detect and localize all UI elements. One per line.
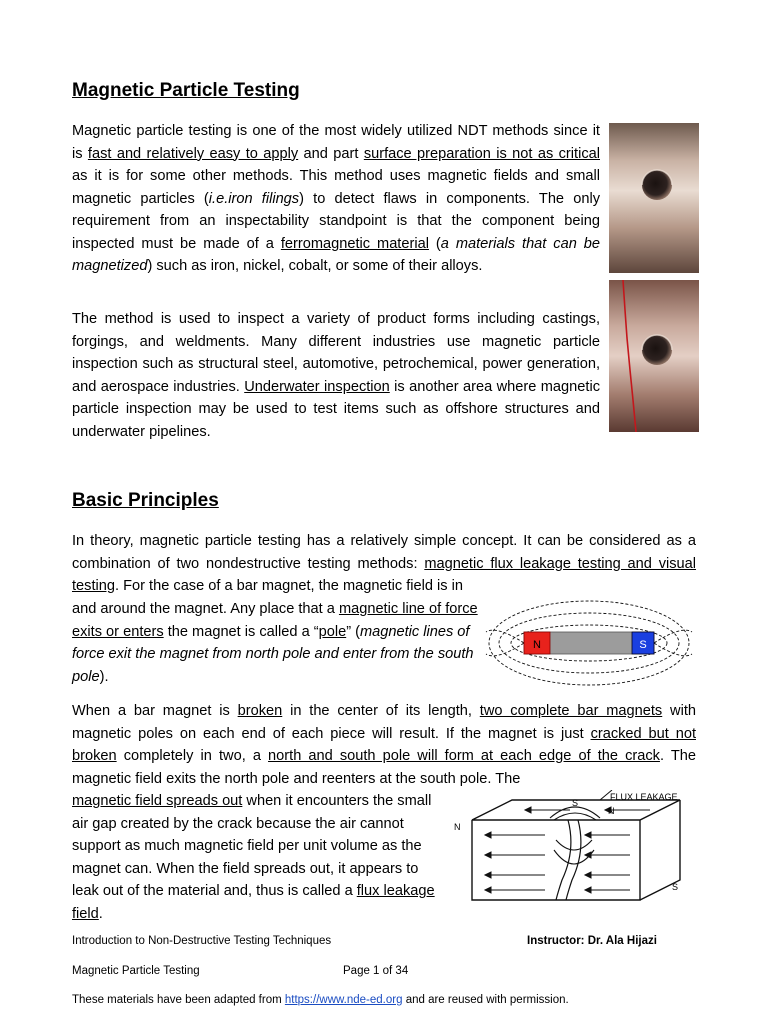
basic-paragraph-1: In theory, magnetic particle testing has a relatively simple concept. It can be considered as a combination of two nondestructive testing methods: magnetic flux leakage testing and visual testing. For the case of a bar magnet, the magnetic field is in	[72, 533, 697, 594]
flux-n-top-label: N	[608, 806, 615, 816]
underwater-inspection-link: Underwater inspection	[244, 378, 390, 395]
north-pole-label: N	[533, 639, 541, 651]
footer-instructor: Instructor: Dr. Ala Hijazi	[527, 935, 657, 947]
crack-indication-photo	[609, 280, 699, 432]
intro-paragraph-2: The method is used to inspect a variety of product forms including castings, forgings, and weldments. Many different industries use magnetic particle inspection such as structural steel, automotive, petrochemical, power generation, and aerospace industries. Underwater inspection is another area where magnetic particle inspection may be used to test items such as offshore structures and underwater pipelines.	[72, 311, 600, 440]
page-title: Magnetic Particle Testing	[72, 80, 300, 101]
flux-leakage-label: FLUX LEAKAGE	[610, 792, 678, 802]
footer-course: Introduction to Non-Destructive Testing Techniques	[72, 935, 332, 947]
flux-n-left-label: N	[454, 822, 461, 832]
bar-magnet-diagram	[484, 598, 694, 690]
intro-paragraph-1: Magnetic particle testing is one of the most widely utilized NDT methods since it is fast and relatively easy to apply and part surface preparation is not as critical as it is for some other methods. This method uses magnetic fields and small magnetic particles (i.e.iron filings) to detect flaws in components. The only requirement from an inspectability standpoint is that the component being inspected must be made of a ferromagnetic material (a materials that can be magnetized) such as iron, nickel, cobalt, or some of their alloys.	[72, 123, 601, 274]
flux-s-top-label: S	[572, 798, 579, 808]
footer-page-number: Page 1 of 34	[343, 965, 409, 977]
basic-paragraph-2: When a bar magnet is broken in the center of its length, two complete bar magnets with magnetic poles on each end of each piece will result. If the magnet is just cracked but not broken completely in two, a north and south pole will form at each edge of the crack. The magnetic field exits the north pole and reenters at the south pole. The	[72, 703, 697, 787]
flux-leakage-diagram	[450, 790, 700, 925]
flux-s-right-label: S	[672, 882, 679, 892]
footer-topic: Magnetic Particle Testing	[72, 965, 200, 977]
nde-ed-link[interactable]: https://www.nde-ed.org	[284, 994, 403, 1006]
south-pole-label: S	[639, 639, 647, 651]
section-heading-basic-principles: Basic Principles	[72, 490, 219, 511]
footer-attribution: These materials have been adapted from https://www.nde-ed.org and are reused with permission.	[72, 994, 569, 1006]
steel-part-photo	[609, 123, 699, 273]
basic-paragraph-2-continued: magnetic field spreads out when it encounters the small air gap created by the crack because the air cannot support as much magnetic field per unit volume as the magnet can. When the field spreads out, it appears to leak out of the material and, thus is called a flux leakage field.	[72, 793, 435, 922]
basic-paragraph-1-continued: and around the magnet. Any place that a magnetic line of force exits or enters the magnet is called a “pole” (magnetic lines of force exit the magnet from north pole and enter from the south pole).	[72, 601, 478, 685]
